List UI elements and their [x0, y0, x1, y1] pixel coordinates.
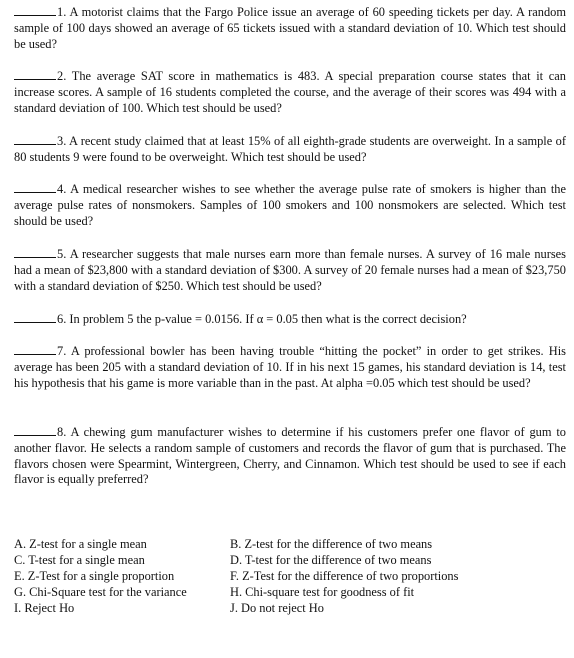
answer-blank[interactable]	[14, 311, 56, 323]
question-text: A professional bowler has been having trouble “hitting the pocket” in order to get strikes. His average has been 205 with a standard deviation of 10. If in his next 15 games, his standard deviation is 14, test his hypothesis that his game is more variable than in the past. At alpha =0.05 which test should be used?	[14, 344, 566, 390]
answer-row	[14, 553, 566, 569]
question-text: In problem 5 the p-value = 0.0156. If α = 0.05 then what is the correct decision?	[69, 312, 467, 326]
answer-blank[interactable]	[14, 246, 56, 258]
answer-choices	[14, 537, 566, 617]
answer-choice-a: A. Z-test for a single mean	[14, 537, 147, 551]
answer-blank[interactable]	[14, 68, 56, 80]
answer-blank[interactable]	[14, 343, 56, 355]
answer-choice-c: C. T-test for a single mean	[14, 553, 145, 567]
question-number: 2.	[57, 69, 67, 83]
question-number: 4.	[57, 182, 67, 196]
answer-choice-b: B. Z-test for the difference of two means	[230, 537, 433, 551]
answer-choice-j: J. Do not reject Ho	[230, 601, 324, 615]
question-2	[14, 68, 566, 116]
question-4	[14, 181, 566, 229]
question-number: 6.	[57, 312, 67, 326]
question-8	[14, 424, 566, 488]
answer-choice-i: I. Reject Ho	[14, 601, 75, 615]
question-text: A medical researcher wishes to see whether the average pulse rate of smokers is higher than the average pulse rates of nonsmokers. Samples of 100 smokers and 100 nonsmokers are selected. Which test should be used?	[14, 182, 566, 228]
answer-row	[14, 569, 566, 585]
answer-choice-g: G. Chi-Square test for the variance	[14, 585, 187, 599]
answer-row	[14, 537, 566, 553]
question-5	[14, 246, 566, 294]
answer-choice-f: F. Z-Test for the difference of two proportions	[230, 569, 459, 583]
answer-choice-d: D. T-test for the difference of two means	[230, 553, 432, 567]
answer-blank[interactable]	[14, 181, 56, 193]
answer-blank[interactable]	[14, 424, 56, 436]
answer-blank[interactable]	[14, 133, 56, 145]
question-text: A motorist claims that the Fargo Police issue an average of 60 speeding tickets per day. A random sample of 100 days showed an average of 65 tickets issued with a standard deviation of 10. Which test should be used?	[14, 5, 566, 51]
answer-blank[interactable]	[14, 4, 56, 16]
question-1	[14, 4, 566, 52]
question-number: 1.	[57, 5, 67, 19]
answer-choice-h: H. Chi-square test for goodness of fit	[230, 585, 415, 599]
question-number: 3.	[57, 134, 67, 148]
question-text: A recent study claimed that at least 15% of all eighth-grade students are overweight. In a sample of 80 students 9 were found to be overweight. Which test should be used?	[14, 134, 566, 164]
question-7	[14, 343, 566, 391]
question-number: 8.	[57, 425, 67, 439]
question-number: 5.	[57, 247, 67, 261]
question-text: A chewing gum manufacturer wishes to determine if his customers prefer one flavor of gum to another flavor. He selects a random sample of customers and records the flavor of gum that is purchased. The flavors chosen were Spearmint, Wintergreen, Cherry, and Cinnamon. Which test should be used to see if each flavor is equally preferred?	[14, 425, 566, 487]
question-text: The average SAT score in mathematics is 483. A special preparation course states that it can increase scores. A sample of 16 students completed the course, and the average of their scores was 494 with a standard deviation of 100. Which test should be used?	[14, 69, 566, 115]
question-text: A researcher suggests that male nurses earn more than female nurses. A survey of 16 male nurses had a mean of $23,800 with a standard deviation of $300. A survey of 20 female nurses had a mean of $23,750 with a standard deviation of $250. Which test should be used?	[14, 247, 566, 293]
answer-row	[14, 601, 566, 617]
question-number: 7.	[57, 344, 67, 358]
question-6	[14, 311, 566, 328]
answer-row	[14, 585, 566, 601]
question-3	[14, 133, 566, 166]
answer-choice-e: E. Z-Test for a single proportion	[14, 569, 175, 583]
